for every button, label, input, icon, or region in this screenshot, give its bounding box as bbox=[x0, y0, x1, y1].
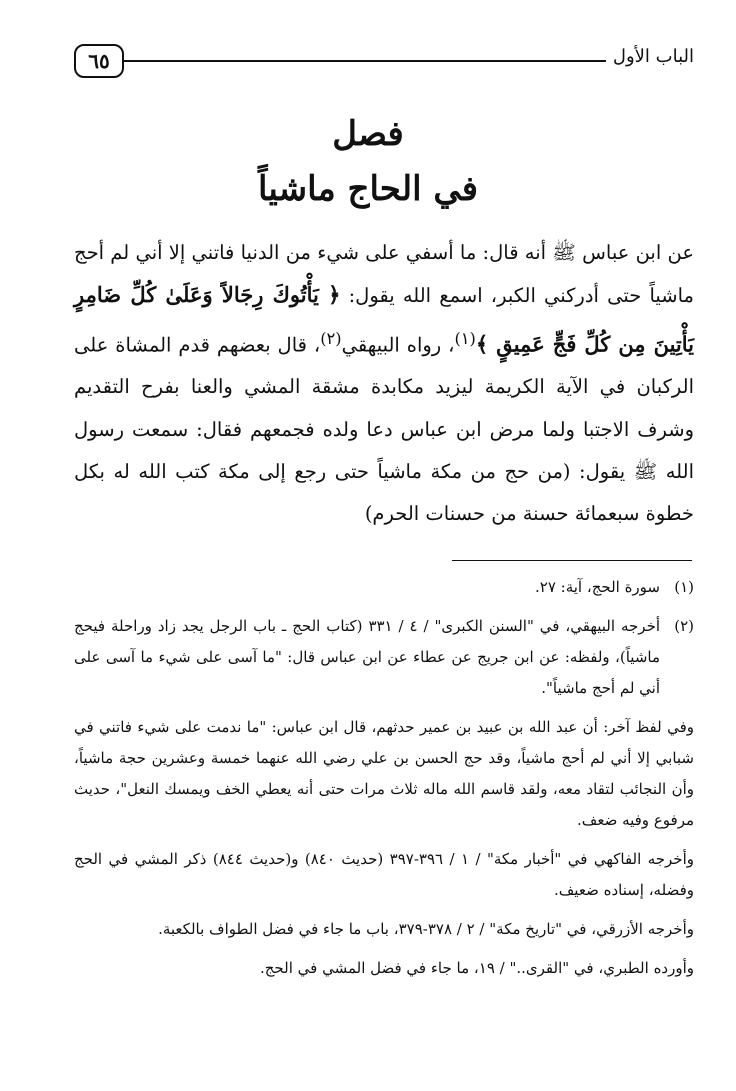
footnote-ref-2: (٢) bbox=[320, 328, 342, 348]
footnote-separator bbox=[452, 560, 692, 561]
header-rule bbox=[124, 60, 606, 62]
footnote bbox=[74, 611, 694, 704]
footnote-continuation: وأورده الطبري، في "القرى.." / ١٩، ما جاء في فضل المشي في الحج. bbox=[259, 959, 694, 977]
section-subtitle: في الحاج ماشياً bbox=[257, 169, 478, 209]
text-part-2: ، رواه البيهقي bbox=[341, 333, 455, 357]
footnote-ref-1: (١) bbox=[454, 328, 476, 348]
main-text bbox=[74, 232, 694, 536]
footnote-continuation: وأخرجه الأزرقي، في "تاريخ مكة" / ٢ / ٣٧٨-٣٧٩، باب ما جاء في فضل الطواف بالكعبة. bbox=[158, 920, 694, 938]
page-header bbox=[74, 44, 694, 84]
section-titles bbox=[0, 108, 736, 218]
quran-verse: ﴿ يَأْتُوكَ رِجَالاً وَعَلَىٰ كُلِّ ضَامِرٍ يَأْتِينَ مِن كُلِّ فَجٍّ عَمِيقٍ ﴾ bbox=[74, 282, 694, 357]
footnote-text: أخرجه البيهقي، في "السنن الكبرى" / ٤ / ٣٣١ (كتاب الحج ـ باب الرجل يجد زاد وراحلة فيحج ماشياً)، ولفظه: عن ابن جريج عن عطاء عن ابن عباس قال: "ما آسى على شيء ما آسى على أني لم أحج ماشياً". bbox=[74, 617, 661, 697]
footnote-continuation: وأخرجه الفاكهي في "أخبار مكة" / ١ / ٣٩٦-٣٩٧ (حديث ٨٤٠) و(حديث ٨٤٤) ذكر المشي في الحج وفضله، إسناده ضعيف. bbox=[74, 850, 694, 899]
chapter-title: الباب الأول bbox=[612, 46, 694, 67]
section-title: فصل bbox=[332, 114, 404, 154]
text-part-1: عن ابن عباس ﷺ أنه قال: ما أسفي على شيء من الدنيا فاتني إلا أني لم أحج ماشياً حتى أدركني الكبر، اسمع الله يقول: bbox=[74, 241, 694, 308]
footnote-number: (٢) bbox=[674, 617, 694, 635]
footnote-continuation: وفي لفظ آخر: أن عبد الله بن عبيد بن عمير حدثهم، قال ابن عباس: "ما ندمت على شيء فاتني في شبابي إلا أني لم أحج ماشياً، وقد حج الحسن بن علي رضي الله عنهما خمسة وعشرين حجة ماشياً، وأن النجائب لتقاد معه، ولقد قاسم الله ماله ثلاث مرات حتى أنه يعطي الخف ويمسك النعل"، حديث مرفوع وفيه ضعف. bbox=[74, 718, 694, 829]
page-number: ٦٥ bbox=[74, 44, 124, 78]
footnotes bbox=[74, 572, 694, 992]
main-paragraph bbox=[74, 232, 694, 536]
footnote bbox=[74, 572, 694, 603]
footnote-text: سورة الحج، آية: ٢٧. bbox=[534, 578, 660, 596]
footnote-number: (١) bbox=[674, 578, 694, 596]
text-part-3: ، قال بعضهم قدم المشاة على الركبان في الآية الكريمة ليزيد مكابدة مشقة المشي والعنا بفرح التقديم وشرف الاجتبا ولما مرض ابن عباس دعا ولده فجمعهم فقال: سمعت رسول الله ﷺ يقول: (من حج من مكة ماشياً حتى رجع إلى مكة كتب الله له بكل خطوة سبعمائة حسنة من حسنات الحرم) bbox=[74, 333, 694, 526]
